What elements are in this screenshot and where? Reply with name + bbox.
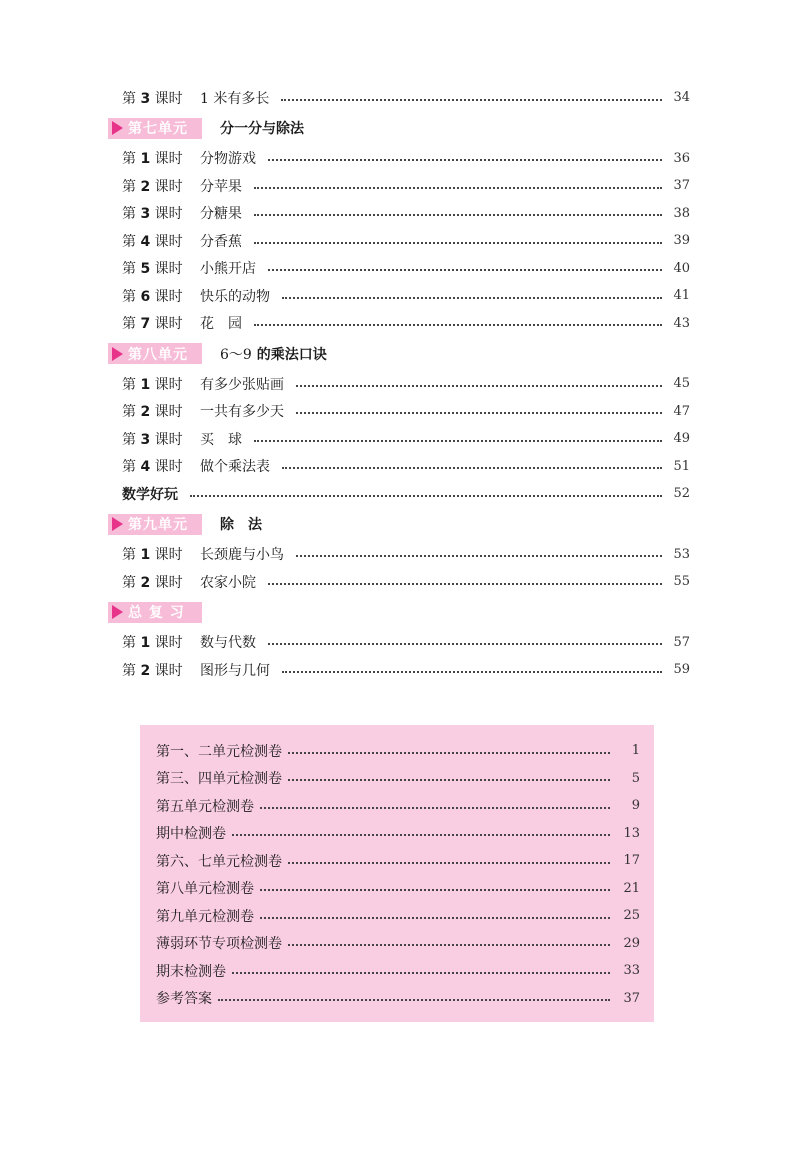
page-number: 47 [673,403,690,419]
dot-leader [282,467,662,469]
page-number: 59 [673,662,690,678]
dot-leader [268,643,662,645]
page-number: 1 [631,743,640,759]
dot-leader [268,269,662,271]
unit-tag [108,118,202,139]
page-number: 49 [673,431,690,447]
dot-leader [254,242,662,244]
test-entry[interactable] [156,902,640,930]
page-number: 37 [623,990,640,1006]
unit-tag-label: 第八单元 [128,346,188,363]
dot-leader [296,555,662,557]
unit-title [220,344,327,364]
dot-leader [288,752,610,754]
dot-leader [260,889,610,891]
lesson-title: 分苹果 [200,178,242,195]
page-number: 38 [673,205,690,221]
test-title: 第一、二单元检测卷 [156,743,282,760]
unit-title: 除 法 [220,517,262,533]
unit-tag [108,343,202,364]
triangle-right-icon [112,347,123,361]
lesson-label: 第 1 课时 [122,151,183,168]
test-entry[interactable] [156,820,640,848]
dot-leader [218,999,610,1001]
test-entry[interactable] [156,930,640,958]
unit-title-text: 的乘法口诀 [256,346,327,363]
dot-leader [260,807,610,809]
page-number: 39 [673,233,690,249]
page-number: 52 [673,486,690,502]
toc-entry[interactable] [108,629,690,657]
test-papers-box [140,725,654,1022]
test-title: 期中检测卷 [156,826,226,843]
lesson-title: 分物游戏 [200,151,256,168]
page-number: 9 [631,798,640,814]
test-title: 第五单元检测卷 [156,798,254,815]
dot-leader [260,917,610,919]
page-number: 51 [673,458,690,474]
lesson-title: 一共有多少天 [200,404,284,421]
page-number: 57 [673,634,690,650]
test-entry[interactable] [156,985,640,1013]
toc-entry[interactable] [108,145,690,173]
toc-entry[interactable] [108,453,690,481]
test-entry[interactable] [156,765,640,793]
unit-header [108,114,690,143]
page-number: 43 [673,315,690,331]
test-entry[interactable] [156,875,640,903]
lesson-label: 第 6 课时 [122,288,183,305]
page-number: 17 [623,853,640,869]
table-of-contents [108,84,690,684]
lesson-label: 第 3 课时 [122,206,183,223]
lesson-title: 快乐的动物 [200,288,270,305]
unit-title-number: 6～9 [220,346,252,363]
lesson-title: 1 米有多长 [200,90,270,107]
unit-tag [108,514,202,535]
toc-entry[interactable] [108,227,690,255]
page-number: 40 [673,260,690,276]
lesson-label: 第 7 课时 [122,316,183,333]
unit-tag [108,602,202,623]
triangle-right-icon [112,121,123,135]
unit-tag-label: 总 复 习 [128,605,185,621]
lesson-title: 做个乘法表 [200,459,270,476]
lesson-title: 数与代数 [200,635,256,652]
dot-leader [254,440,662,442]
lesson-label: 第 2 课时 [122,574,183,591]
test-title: 第三、四单元检测卷 [156,771,282,788]
toc-entry[interactable] [108,398,690,426]
lesson-title: 分糖果 [200,206,242,223]
toc-entry[interactable] [108,541,690,569]
page-number: 33 [623,963,640,979]
page-number: 5 [631,770,640,786]
dot-leader [281,99,662,101]
lesson-title: 花 园 [200,316,242,333]
lesson-label: 第 1 课时 [122,376,183,393]
unit-tag-label: 第七单元 [128,121,188,137]
page-number: 21 [623,880,640,896]
lesson-title: 有多少张贴画 [200,376,284,393]
dot-leader [288,779,610,781]
lesson-title: 图形与几何 [200,662,270,679]
page-number: 25 [623,908,640,924]
toc-entry[interactable] [108,568,690,596]
dot-leader [254,214,662,216]
section-title: 数学好玩 [122,486,178,503]
page-number: 53 [673,546,690,562]
dot-leader [232,972,610,974]
test-title: 期末检测卷 [156,963,226,980]
toc-entry-math-fun[interactable] [108,480,690,508]
toc-entry[interactable] [108,425,690,453]
lesson-title: 小熊开店 [200,261,256,278]
page-number: 36 [673,150,690,166]
unit-header [108,598,690,627]
page-number: 45 [673,376,690,392]
triangle-right-icon [112,605,123,619]
test-title: 第六、七单元检测卷 [156,853,282,870]
dot-leader [282,297,662,299]
dot-leader [288,944,610,946]
lesson-label: 第 2 课时 [122,178,183,195]
test-entry[interactable] [156,737,640,765]
dot-leader [190,495,662,497]
lesson-title: 农家小院 [200,574,256,591]
page-number: 41 [673,288,690,304]
lesson-label: 第 4 课时 [122,233,183,250]
toc-entry[interactable] [108,172,690,200]
test-title: 第九单元检测卷 [156,908,254,925]
dot-leader [268,583,662,585]
lesson-label: 第 5 课时 [122,261,183,278]
dot-leader [254,324,662,326]
lesson-label: 第 2 课时 [122,662,183,679]
page-number: 55 [673,574,690,590]
toc-entry[interactable] [108,255,690,283]
dot-leader [296,385,662,387]
test-entry[interactable] [156,957,640,985]
dot-leader [232,834,610,836]
unit-title: 分一分与除法 [220,121,304,137]
unit-header [108,339,690,368]
toc-entry[interactable] [108,370,690,398]
test-title: 薄弱环节专项检测卷 [156,936,282,953]
toc-entry[interactable] [108,282,690,310]
test-title: 参考答案 [156,991,212,1008]
dot-leader [268,159,662,161]
test-entry[interactable] [156,792,640,820]
toc-entry[interactable] [108,84,690,112]
lesson-title: 分香蕉 [200,233,242,250]
page-number: 29 [623,935,640,951]
page-number: 37 [673,178,690,194]
dot-leader [296,412,662,414]
dot-leader [282,671,662,673]
lesson-label: 第 1 课时 [122,635,183,652]
toc-entry[interactable] [108,310,690,338]
lesson-label: 第 1 课时 [122,547,183,564]
lesson-label: 第 2 课时 [122,404,183,421]
test-papers-list [156,737,640,1012]
lesson-title: 买 球 [200,431,242,448]
toc-entry[interactable] [108,656,690,684]
toc-entry[interactable] [108,200,690,228]
page-number: 34 [673,90,690,106]
test-entry[interactable] [156,847,640,875]
triangle-right-icon [112,517,123,531]
page-number: 13 [623,825,640,841]
lesson-title: 长颈鹿与小鸟 [200,547,284,564]
lesson-label: 第 4 课时 [122,459,183,476]
unit-header [108,510,690,539]
lesson-label: 第 3 课时 [122,90,183,107]
test-title: 第八单元检测卷 [156,881,254,898]
lesson-label: 第 3 课时 [122,431,183,448]
dot-leader [288,862,610,864]
dot-leader [254,187,662,189]
unit-tag-label: 第九单元 [128,517,188,533]
